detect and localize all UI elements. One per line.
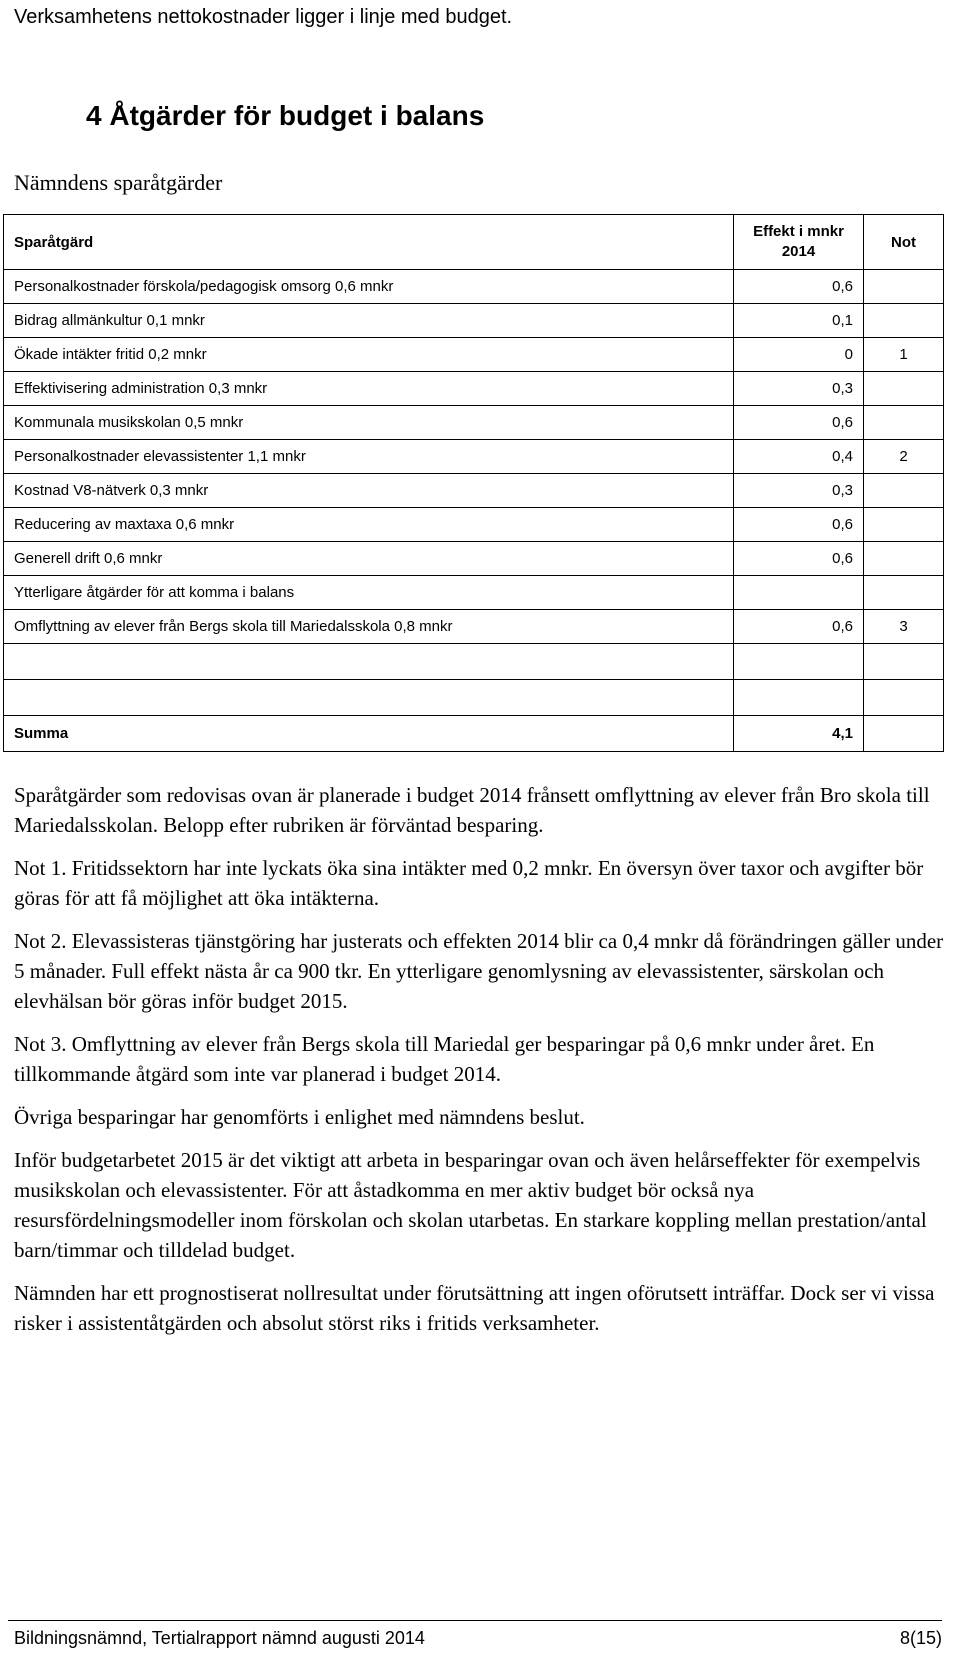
sum-value: 4,1 (734, 716, 864, 752)
measure-cell: Effektivisering administration 0,3 mnkr (4, 372, 734, 406)
measure-cell: Ökade intäkter fritid 0,2 mnkr (4, 338, 734, 372)
effect-cell: 0,3 (734, 474, 864, 508)
empty-cell (4, 680, 734, 716)
header-effect-line1: Effekt i mnkr (753, 223, 844, 240)
effect-cell: 0,6 (734, 270, 864, 304)
effect-cell: 0,6 (734, 508, 864, 542)
table-row (4, 304, 944, 338)
measure-cell: Personalkostnader förskola/pedagogisk omsorg 0,6 mnkr (4, 270, 734, 304)
note-cell (864, 474, 944, 508)
note-cell (864, 270, 944, 304)
table-header-row (4, 215, 944, 270)
paragraph: Not 2. Elevassisteras tjänstgöring har justerats och effekten 2014 blir ca 0,4 mnkr då förändringen gäller under 5 månader. Full effekt nästa år ca 900 tkr. En ytterligare genomlysning av elevassistenter, särskolan och elevhälsan bör göras inför budget 2015. (14, 929, 944, 1013)
empty-cell (734, 644, 864, 680)
effect-cell: 0,6 (734, 542, 864, 576)
effect-cell: 0,1 (734, 304, 864, 338)
header-effect-line2: 2014 (781, 243, 816, 260)
note-cell (864, 304, 944, 338)
note-cell (864, 372, 944, 406)
header-note: Not (864, 215, 944, 270)
sum-row (4, 716, 944, 752)
empty-table-row (4, 680, 944, 716)
measure-cell: Bidrag allmänkultur 0,1 mnkr (4, 304, 734, 338)
table-row (4, 440, 944, 474)
measure-cell: Ytterligare åtgärder för att komma i balans (4, 576, 734, 610)
paragraph: Not 3. Omflyttning av elever från Bergs skola till Mariedal ger besparingar på 0,6 mnkr under året. En tillkommande åtgärd som inte var planerad i budget 2014. (14, 1032, 875, 1086)
empty-cell (4, 644, 734, 680)
note-cell (864, 508, 944, 542)
effect-cell: 0,4 (734, 440, 864, 474)
table-row (4, 406, 944, 440)
effect-cell: 0 (734, 338, 864, 372)
footer-title: Bildningsnämnd, Tertialrapport nämnd augusti 2014 (14, 1628, 425, 1648)
table-row (4, 542, 944, 576)
subsection-title: Nämndens sparåtgärder (14, 170, 223, 195)
section-title: 4 Åtgärder för budget i balans (86, 100, 485, 131)
sum-label: Summa (4, 716, 734, 752)
note-cell: 1 (864, 338, 944, 372)
empty-cell (864, 644, 944, 680)
note-cell (864, 406, 944, 440)
effect-cell (734, 576, 864, 610)
table-body (4, 270, 944, 752)
paragraph: Not 1. Fritidssektorn har inte lyckats öka sina intäkter med 0,2 mnkr. En översyn över taxor och avgifter bör göras för att få möjlighet att öka intäkterna. (14, 856, 924, 910)
table-row (4, 372, 944, 406)
effect-cell: 0,3 (734, 372, 864, 406)
header-measure: Sparåtgärd (4, 215, 734, 270)
paragraph: Inför budgetarbetet 2015 är det viktigt att arbeta in besparingar ovan och även helårseffekter för exempelvis musikskolan och elevassistenter. För att åstadkomma en mer aktiv budget bör också nya resursfördelningsmodeller inom förskolan och skolan utarbetas. En starkare koppling mellan prestation/antal barn/timmar och tilldelad budget. (14, 1148, 927, 1262)
measure-cell: Omflyttning av elever från Bergs skola till Mariedalsskola 0,8 mnkr (4, 610, 734, 644)
sum-note-cell (864, 716, 944, 752)
table-row (4, 474, 944, 508)
intro-sentence: Verksamhetens nettokostnader ligger i linje med budget. (14, 6, 513, 28)
paragraph: Nämnden har ett prognostiserat nollresultat under förutsättning att ingen oförutsett inträffar. Dock ser vi vissa risker i assistentåtgärden och absolut störst riks i fritids verksamheter. (14, 1281, 935, 1335)
note-cell: 2 (864, 440, 944, 474)
table-row (4, 338, 944, 372)
table-row (4, 508, 944, 542)
measure-cell: Personalkostnader elevassistenter 1,1 mnkr (4, 440, 734, 474)
empty-table-row (4, 644, 944, 680)
measure-cell: Kommunala musikskolan 0,5 mnkr (4, 406, 734, 440)
footer-rule (8, 1620, 942, 1621)
note-cell: 3 (864, 610, 944, 644)
measure-cell: Generell drift 0,6 mnkr (4, 542, 734, 576)
effect-cell: 0,6 (734, 610, 864, 644)
empty-cell (734, 680, 864, 716)
table-row (4, 270, 944, 304)
paragraph: Övriga besparingar har genomförts i enlighet med nämndens beslut. (14, 1105, 585, 1129)
effect-cell: 0,6 (734, 406, 864, 440)
measure-cell: Kostnad V8-nätverk 0,3 mnkr (4, 474, 734, 508)
savings-measures-table (3, 214, 944, 752)
page-number: 8(15) (899, 1628, 942, 1648)
header-effect (734, 215, 864, 270)
note-cell (864, 542, 944, 576)
paragraph: Sparåtgärder som redovisas ovan är planerade i budget 2014 frånsett omflyttning av elever från Bro skola till Mariedalsskolan. Belopp efter rubriken är förväntad besparing. (14, 783, 930, 837)
body-text (14, 780, 944, 1351)
table-row (4, 576, 944, 610)
measure-cell: Reducering av maxtaxa 0,6 mnkr (4, 508, 734, 542)
note-cell (864, 576, 944, 610)
table-row (4, 610, 944, 644)
empty-cell (864, 680, 944, 716)
